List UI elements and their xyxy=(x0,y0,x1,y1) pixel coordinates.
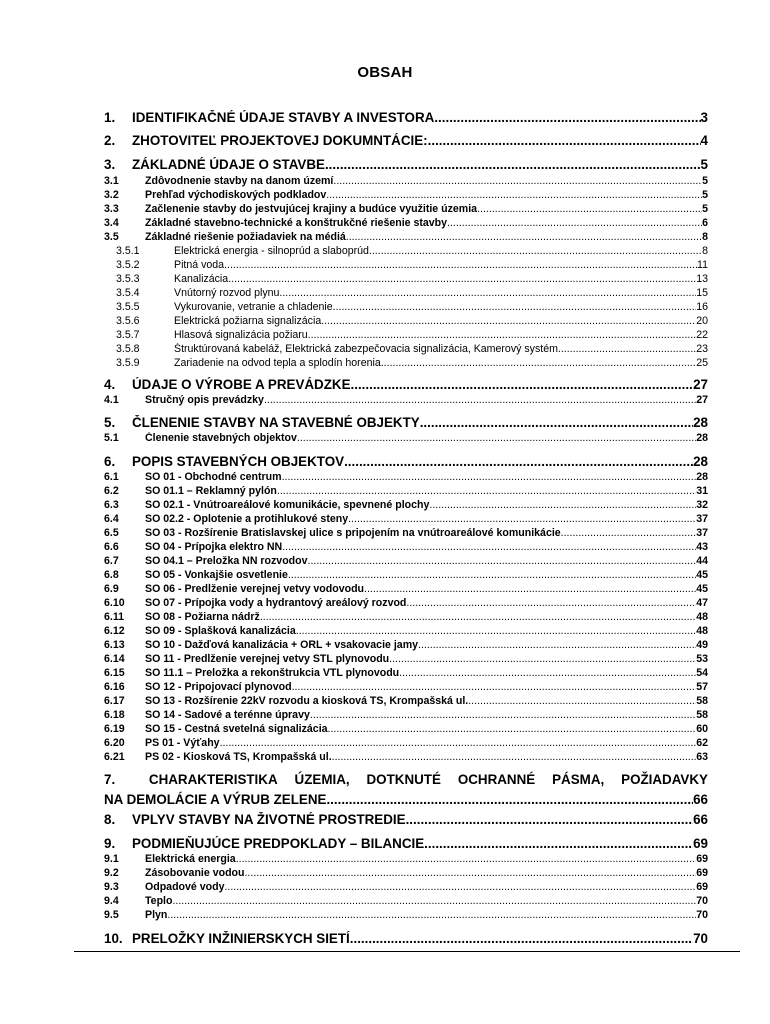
toc-entry-page: 45 xyxy=(696,569,708,581)
toc-entry-title: Pitná voda xyxy=(174,259,225,271)
toc-entry-leader xyxy=(333,175,702,187)
toc-entry-leader xyxy=(172,895,696,907)
toc-entry-number: 6.1 xyxy=(104,471,119,483)
toc-entry-number: 6.16 xyxy=(104,681,125,693)
toc-entry-level1[interactable] xyxy=(104,110,708,127)
toc-entry-title: Začlenenie stavby do jestvujúcej krajiny a budúce využitie územia xyxy=(145,203,478,215)
toc-entry-number: 3.5.4 xyxy=(116,287,140,299)
toc-entry-title: SO 01 - Obchodné centrum xyxy=(145,471,282,483)
toc-entry-page: 8 xyxy=(702,245,708,257)
toc-entry-title: Teplo xyxy=(145,895,173,907)
toc-entry-leader xyxy=(332,751,697,763)
toc-entry-leader xyxy=(321,315,696,327)
toc-entry-line1 xyxy=(104,770,708,790)
toc-entry-level2[interactable] xyxy=(104,867,708,881)
toc-entry-number: 4. xyxy=(104,377,116,392)
toc-entry-level2[interactable] xyxy=(104,625,708,639)
toc-entry-title: PRELOŽKY INŽINIERSKYCH SIETÍ xyxy=(132,931,350,946)
footer-divider xyxy=(74,951,740,952)
toc-entry-title: Elektrická energia - silnoprúd a slaboprúd xyxy=(174,245,369,257)
toc-entry-level2[interactable] xyxy=(104,555,708,569)
toc-entry-number: 3.5.6 xyxy=(116,315,140,327)
toc-entry-page: 58 xyxy=(696,695,708,707)
toc-entry-level2[interactable] xyxy=(104,432,708,446)
toc-entry-number: 6.6 xyxy=(104,541,119,553)
toc-entry-page: 69 xyxy=(696,867,708,879)
toc-entry-number: 3.1 xyxy=(104,175,119,187)
toc-entry-level2[interactable] xyxy=(104,217,708,231)
toc-entry-number: 6.4 xyxy=(104,513,119,525)
toc-entry-level2[interactable] xyxy=(104,499,708,513)
toc-entry-page: 70 xyxy=(696,909,708,921)
toc-entry-title: SO 11 - Predĺženie verejnej vetvy STL plynovodu xyxy=(145,653,390,665)
toc-entry-number: 9.2 xyxy=(104,867,119,879)
toc-entry-page: 37 xyxy=(696,527,708,539)
toc-entry-title: SO 04.1 – Preložka NN rozvodov xyxy=(145,555,308,567)
toc-entry-page: 5 xyxy=(702,203,708,215)
toc-entry-leader xyxy=(364,583,696,595)
toc-entry-number: 6.15 xyxy=(104,667,125,679)
toc-entry-title: IDENTIFIKAČNÉ ÚDAJE STAVBY A INVESTORA xyxy=(132,110,435,125)
toc-entry-page: 28 xyxy=(696,432,708,444)
toc-entry-leader xyxy=(477,203,702,215)
toc-entry-page: 28 xyxy=(696,471,708,483)
toc-entry-page: 62 xyxy=(696,737,708,749)
toc-entry-word: CHARAKTERISTIKA xyxy=(148,772,278,787)
toc-entry-level2[interactable] xyxy=(104,569,708,583)
toc-entry-leader xyxy=(561,527,697,539)
toc-entry-number: 9.1 xyxy=(104,853,119,865)
toc-entry-leader xyxy=(260,611,696,623)
toc-entry-title: SO 11.1 – Preložka a rekonštrukcia VTL plynovodu xyxy=(145,667,400,679)
toc-entry-leader xyxy=(277,485,696,497)
toc-entry-page: 69 xyxy=(696,853,708,865)
toc-entry-number: 3.4 xyxy=(104,217,119,229)
toc-entry-title: Elektrická požiarna signalizácia xyxy=(174,315,322,327)
toc-entry-number: 3. xyxy=(104,157,116,172)
toc-entry-title: SO 12 - Pripojovací plynovod xyxy=(145,681,292,693)
toc-entry-page: 27 xyxy=(693,377,708,392)
toc-entry-page: 28 xyxy=(693,415,708,430)
toc-entry-leader xyxy=(308,329,697,341)
toc-entry-page: 45 xyxy=(696,583,708,595)
toc-entry-number: 3.2 xyxy=(104,189,119,201)
toc-entry-word: POŽIADAVKY xyxy=(621,772,708,787)
toc-entry-number: 6.5 xyxy=(104,527,119,539)
toc-entry-number: 3.5.8 xyxy=(116,343,140,355)
toc-entry-number: 3.5.3 xyxy=(116,273,140,285)
toc-entry-leader xyxy=(326,189,702,201)
toc-entry-level1[interactable] xyxy=(104,836,708,853)
toc-entry-number: 9.4 xyxy=(104,895,119,907)
toc-entry-level2[interactable] xyxy=(104,597,708,611)
toc-entry-leader xyxy=(308,555,697,567)
toc-entry-number: 6.19 xyxy=(104,723,125,735)
toc-entry-level2[interactable] xyxy=(104,231,708,245)
toc-entry-level2[interactable] xyxy=(104,175,708,189)
toc-entry-page: 5 xyxy=(702,189,708,201)
toc-entry-leader xyxy=(381,357,696,369)
toc-entry-number: 3.5.7 xyxy=(116,329,140,341)
toc-entry-level1[interactable] xyxy=(104,157,708,174)
toc-entry-word: OCHRANNÉ xyxy=(457,772,536,787)
toc-entry-leader xyxy=(167,909,696,921)
toc-entry-leader xyxy=(282,471,697,483)
toc-entry-title: SO 01.1 – Reklamný pylón xyxy=(145,485,277,497)
toc-entry-title: Vnútorný rozvod plynu xyxy=(174,287,280,299)
toc-entry-leader xyxy=(328,723,697,735)
toc-entry-level3[interactable] xyxy=(116,315,708,329)
toc-entry-level1[interactable] xyxy=(104,454,708,471)
toc-entry-number: 6.7 xyxy=(104,555,119,567)
toc-entry-page: 5 xyxy=(700,157,708,172)
toc-entry-leader xyxy=(420,415,693,430)
toc-entry-level2[interactable] xyxy=(104,485,708,499)
toc-entry-level1[interactable] xyxy=(104,415,708,432)
toc-entry-level2[interactable] xyxy=(104,189,708,203)
toc-entry-number: 6.10 xyxy=(104,597,125,609)
toc-entry-leader xyxy=(348,513,696,525)
toc-entry-title: ZHOTOVITEĽ PROJEKTOVEJ DOKUMNTÁCIE: xyxy=(132,133,428,148)
toc-entry-title: Zariadenie na odvod tepla a splodín horenia xyxy=(174,357,381,369)
toc-entry-title: Prehľad východiskových podkladov xyxy=(145,189,327,201)
toc-entry-title: SO 15 - Cestná svetelná signalizácia xyxy=(145,723,328,735)
toc-entry-number: 9. xyxy=(104,836,116,851)
toc-entry-page: 31 xyxy=(696,485,708,497)
toc-entry-leader xyxy=(288,569,696,581)
toc-entry-page: 11 xyxy=(697,259,708,271)
toc-entry-title: SO 14 - Sadové a terénne úpravy xyxy=(145,709,310,721)
toc-entry-word: ÚZEMIA, xyxy=(294,772,350,787)
toc-entry-leader xyxy=(346,231,702,243)
toc-entry-number: 6.12 xyxy=(104,625,125,637)
toc-entry-level2[interactable] xyxy=(104,667,708,681)
toc-entry-leader xyxy=(264,394,696,406)
toc-entry-number: 3.5 xyxy=(104,231,119,243)
toc-entry-number: 9.3 xyxy=(104,881,119,893)
toc-entry-page: 20 xyxy=(696,315,708,327)
toc-entry-level2[interactable] xyxy=(104,653,708,667)
toc-entry-level2[interactable] xyxy=(104,723,708,737)
toc-entry-page: 63 xyxy=(696,751,708,763)
toc-entry-number: 6.17 xyxy=(104,695,125,707)
toc-entry-leader xyxy=(351,377,694,392)
toc-entry-level3[interactable] xyxy=(116,301,708,315)
toc-entry-page: 44 xyxy=(696,555,708,567)
toc-entry-number: 2. xyxy=(104,133,116,148)
toc-entry-level2[interactable] xyxy=(104,909,708,923)
toc-entry-leader xyxy=(224,259,697,271)
toc-entry-title: SO 04 - Prípojka elektro NN xyxy=(145,541,283,553)
toc-entry-page: 60 xyxy=(696,723,708,735)
toc-entry-number: 7. xyxy=(104,772,116,787)
toc-entry-number: 3.3 xyxy=(104,203,119,215)
toc-entry-level1[interactable] xyxy=(104,133,708,150)
toc-entry-number: 6.11 xyxy=(104,611,125,623)
toc-entry-level3[interactable] xyxy=(116,287,708,301)
toc-entry-level3[interactable] xyxy=(116,329,708,343)
toc-entry-number: 3.5.1 xyxy=(116,245,140,257)
toc-entry-level2[interactable] xyxy=(104,583,708,597)
toc-entry-title: POPIS STAVEBNÝCH OBJEKTOV xyxy=(132,454,345,469)
toc-entry-title: Štruktúrovaná kabeláž, Elektrická zabezpečovacia signalizácia, Kamerový systém xyxy=(174,343,558,355)
toc-entry-page: 4 xyxy=(700,133,708,148)
toc-entry-level1[interactable] xyxy=(104,770,708,810)
toc-entry-title: SO 05 - Vonkajšie osvetlenie xyxy=(145,569,288,581)
toc-entry-page: 23 xyxy=(696,343,708,355)
toc-entry-level2[interactable] xyxy=(104,394,708,408)
toc-entry-leader xyxy=(296,625,696,637)
toc-entry-title: PS 01 - Výťahy xyxy=(145,737,220,749)
toc-entry-number: 6.18 xyxy=(104,709,125,721)
toc-entry-page: 13 xyxy=(696,273,708,285)
toc-entry-title: SO 08 - Požiarna nádrž xyxy=(145,611,260,623)
toc-entry-title: Zdôvodnenie stavby na danom území xyxy=(145,175,334,187)
toc-entry-number: 3.5.5 xyxy=(116,301,140,313)
toc-entry-title: Základné riešenie požiadaviek na médiá xyxy=(145,231,346,243)
toc-entry-number: 6.8 xyxy=(104,569,119,581)
toc-entry-page: 70 xyxy=(693,931,708,946)
toc-entry-page: 69 xyxy=(693,836,708,851)
toc-entry-leader xyxy=(326,790,693,810)
toc-entry-page: 66 xyxy=(693,792,708,807)
toc-entry-level1[interactable] xyxy=(104,812,708,829)
toc-entry-leader xyxy=(428,133,701,148)
toc-entry-page: 15 xyxy=(696,287,708,299)
toc-entry-leader xyxy=(389,653,696,665)
toc-entry-title: Kanalizácia xyxy=(174,273,229,285)
toc-entry-leader xyxy=(434,110,700,125)
toc-entry-title: SO 02.1 - Vnútroareálové komunikácie, spevnené plochy xyxy=(145,499,430,511)
toc-entry-title: SO 07 - Prípojka vody a hydrantový areálový rozvod xyxy=(145,597,407,609)
toc-entry-page: 16 xyxy=(696,301,708,313)
toc-entry-leader xyxy=(310,709,696,721)
toc-entry-page: 48 xyxy=(696,625,708,637)
toc-entry-level2[interactable] xyxy=(104,513,708,527)
toc-entry-page: 54 xyxy=(696,667,708,679)
toc-entry-title: Základné stavebno-technické a konštrukčné riešenie stavby xyxy=(145,217,448,229)
toc-entry-title: ZÁKLADNÉ ÚDAJE O STAVBE xyxy=(132,157,325,172)
toc-entry-number: 3.5.2 xyxy=(116,259,140,271)
toc-entry-title: Elektrická energia xyxy=(145,853,236,865)
toc-entry-level1[interactable] xyxy=(104,931,708,948)
toc-entry-leader xyxy=(292,681,697,693)
toc-entry-leader xyxy=(282,541,696,553)
toc-entry-number: 6.14 xyxy=(104,653,125,665)
toc-entry-leader xyxy=(228,273,696,285)
toc-entry-leader xyxy=(369,245,702,257)
toc-entry-title: SO 02.2 - Oplotenie a protihlukové steny xyxy=(145,513,349,525)
toc-entry-number: 5.1 xyxy=(104,432,119,444)
toc-entry-title: Členenie stavebných objektov xyxy=(145,432,297,444)
toc-entry-leader xyxy=(297,432,696,444)
toc-entry-level2[interactable] xyxy=(104,639,708,653)
toc-entry-page: 5 xyxy=(702,175,708,187)
toc-entry-leader xyxy=(418,639,696,651)
toc-entry-leader xyxy=(558,343,696,355)
toc-entry-level2[interactable] xyxy=(104,737,708,751)
toc-entry-page: 6 xyxy=(702,217,708,229)
toc-entry-page: 49 xyxy=(696,639,708,651)
toc-entry-title: PODMIEŇUJÚCE PREDPOKLADY – BILANCIE xyxy=(132,836,425,851)
toc-entry-number: 6.20 xyxy=(104,737,125,749)
toc-entry-page: 47 xyxy=(696,597,708,609)
toc-entry-number: 5. xyxy=(104,415,116,430)
toc-title: OBSAH xyxy=(357,64,413,81)
toc-entry-level2[interactable] xyxy=(104,709,708,723)
toc-entry-level3[interactable] xyxy=(116,273,708,287)
toc-entry-title: Plyn xyxy=(145,909,168,921)
toc-entry-number: 6.2 xyxy=(104,485,119,497)
toc-entry-title: Zásobovanie vodou xyxy=(145,867,245,879)
toc-entry-page: 43 xyxy=(696,541,708,553)
toc-entry-page: 66 xyxy=(693,812,708,827)
toc-entry-page: 3 xyxy=(700,110,708,125)
toc-entry-title: Hlasová signalizácia požiaru xyxy=(174,329,308,341)
toc-entry-page: 48 xyxy=(696,611,708,623)
toc-entry-level2[interactable] xyxy=(104,751,708,765)
toc-entry-word: PÁSMA, xyxy=(552,772,605,787)
toc-entry-page: 8 xyxy=(702,231,708,243)
toc-entry-page: 37 xyxy=(696,513,708,525)
toc-entry-level2[interactable] xyxy=(104,695,708,709)
toc-entry-number: 4.1 xyxy=(104,394,119,406)
toc-entry-level2[interactable] xyxy=(104,881,708,895)
toc-entry-level2[interactable] xyxy=(104,541,708,555)
toc-entry-page: 32 xyxy=(696,499,708,511)
toc-entry-leader xyxy=(220,737,697,749)
toc-entry-page: 58 xyxy=(696,709,708,721)
toc-entry-title: VPLYV STAVBY NA ŽIVOTNÉ PROSTREDIE xyxy=(132,812,406,827)
toc-entry-leader xyxy=(468,695,696,707)
toc-entry-number: 6.21 xyxy=(104,751,125,763)
toc-entry-level2[interactable] xyxy=(104,895,708,909)
toc-entry-title: SO 09 - Splašková kanalizácia xyxy=(145,625,296,637)
toc-entry-title: SO 06 - Predĺženie verejnej vetvy vodovodu xyxy=(145,583,365,595)
toc-entry-page: 53 xyxy=(696,653,708,665)
toc-entry-leader xyxy=(447,217,702,229)
toc-entry-title: SO 10 - Dažďová kanalizácia + ORL + vsakovacie jamy xyxy=(145,639,419,651)
toc-entry-leader xyxy=(344,454,693,469)
toc-entry-title: Stručný opis prevádzky xyxy=(145,394,264,406)
toc-entry-leader xyxy=(279,287,696,299)
toc-entry-leader xyxy=(406,597,696,609)
toc-entry-leader xyxy=(236,853,697,865)
toc-entry-level2[interactable] xyxy=(104,681,708,695)
toc-entry-page: 27 xyxy=(696,394,708,406)
toc-entry-number: 6. xyxy=(104,454,116,469)
toc-entry-level3[interactable] xyxy=(116,259,708,273)
toc-entry-level2[interactable] xyxy=(104,471,708,485)
toc-entry-leader xyxy=(424,836,693,851)
toc-entry-page: 69 xyxy=(696,881,708,893)
toc-entry-page: 28 xyxy=(693,454,708,469)
toc-entry-number: 3.5.9 xyxy=(116,357,140,369)
toc-entry-word: DOTKNUTÉ xyxy=(366,772,441,787)
toc-entry-page: 22 xyxy=(696,329,708,341)
toc-entry-number: 8. xyxy=(104,812,116,827)
toc-entry-level3[interactable] xyxy=(116,343,708,357)
toc-entry-leader xyxy=(244,867,696,879)
toc-entry-level2[interactable] xyxy=(104,527,708,541)
toc-entry-title: ČLENENIE STAVBY NA STAVEBNÉ OBJEKTY xyxy=(132,415,420,430)
toc-entry-leader xyxy=(429,499,696,511)
toc-entry-title: PS 02 - Kiosková TS, Krompašská ul. xyxy=(145,751,332,763)
toc-entry-leader xyxy=(224,881,696,893)
toc-entry-level2[interactable] xyxy=(104,853,708,867)
toc-entry-leader xyxy=(399,667,696,679)
toc-entry-level1[interactable] xyxy=(104,377,708,394)
toc-entry-title: Vykurovanie, vetranie a chladenie xyxy=(174,301,333,313)
toc-entry-number: 10. xyxy=(104,931,123,946)
toc-entry-number: 6.13 xyxy=(104,639,125,651)
toc-entry-number: 6.3 xyxy=(104,499,119,511)
toc-entry-title: ÚDAJE O VÝROBE A PREVÁDZKE xyxy=(132,377,351,392)
toc-entry-leader xyxy=(406,812,694,827)
toc-entry-level2[interactable] xyxy=(104,611,708,625)
toc-entry-page: 25 xyxy=(696,357,708,369)
toc-entry-level3[interactable] xyxy=(116,357,708,371)
toc-entry-line2 xyxy=(104,790,708,810)
toc-entry-leader xyxy=(350,931,693,946)
toc-entry-number: 1. xyxy=(104,110,116,125)
toc-entry-page: 70 xyxy=(696,895,708,907)
toc-entry-leader xyxy=(325,157,701,172)
toc-entry-title: SO 03 - Rozšírenie Bratislavskej ulice s pripojením na vnútroareálové komunikácie xyxy=(145,527,561,539)
toc-entry-title: NA DEMOLÁCIE A VÝRUB ZELENE xyxy=(104,792,327,807)
toc-entry-page: 57 xyxy=(696,681,708,693)
toc-entry-level2[interactable] xyxy=(104,203,708,217)
toc-entry-level3[interactable] xyxy=(116,245,708,259)
toc-entry-title: SO 13 - Rozšírenie 22kV rozvodu a kiosková TS, Krompašská ul. xyxy=(145,695,469,707)
toc-entry-number: 6.9 xyxy=(104,583,119,595)
toc-entry-number: 9.5 xyxy=(104,909,119,921)
toc-entry-title: Odpadové vody xyxy=(145,881,225,893)
toc-entry-leader xyxy=(333,301,697,313)
